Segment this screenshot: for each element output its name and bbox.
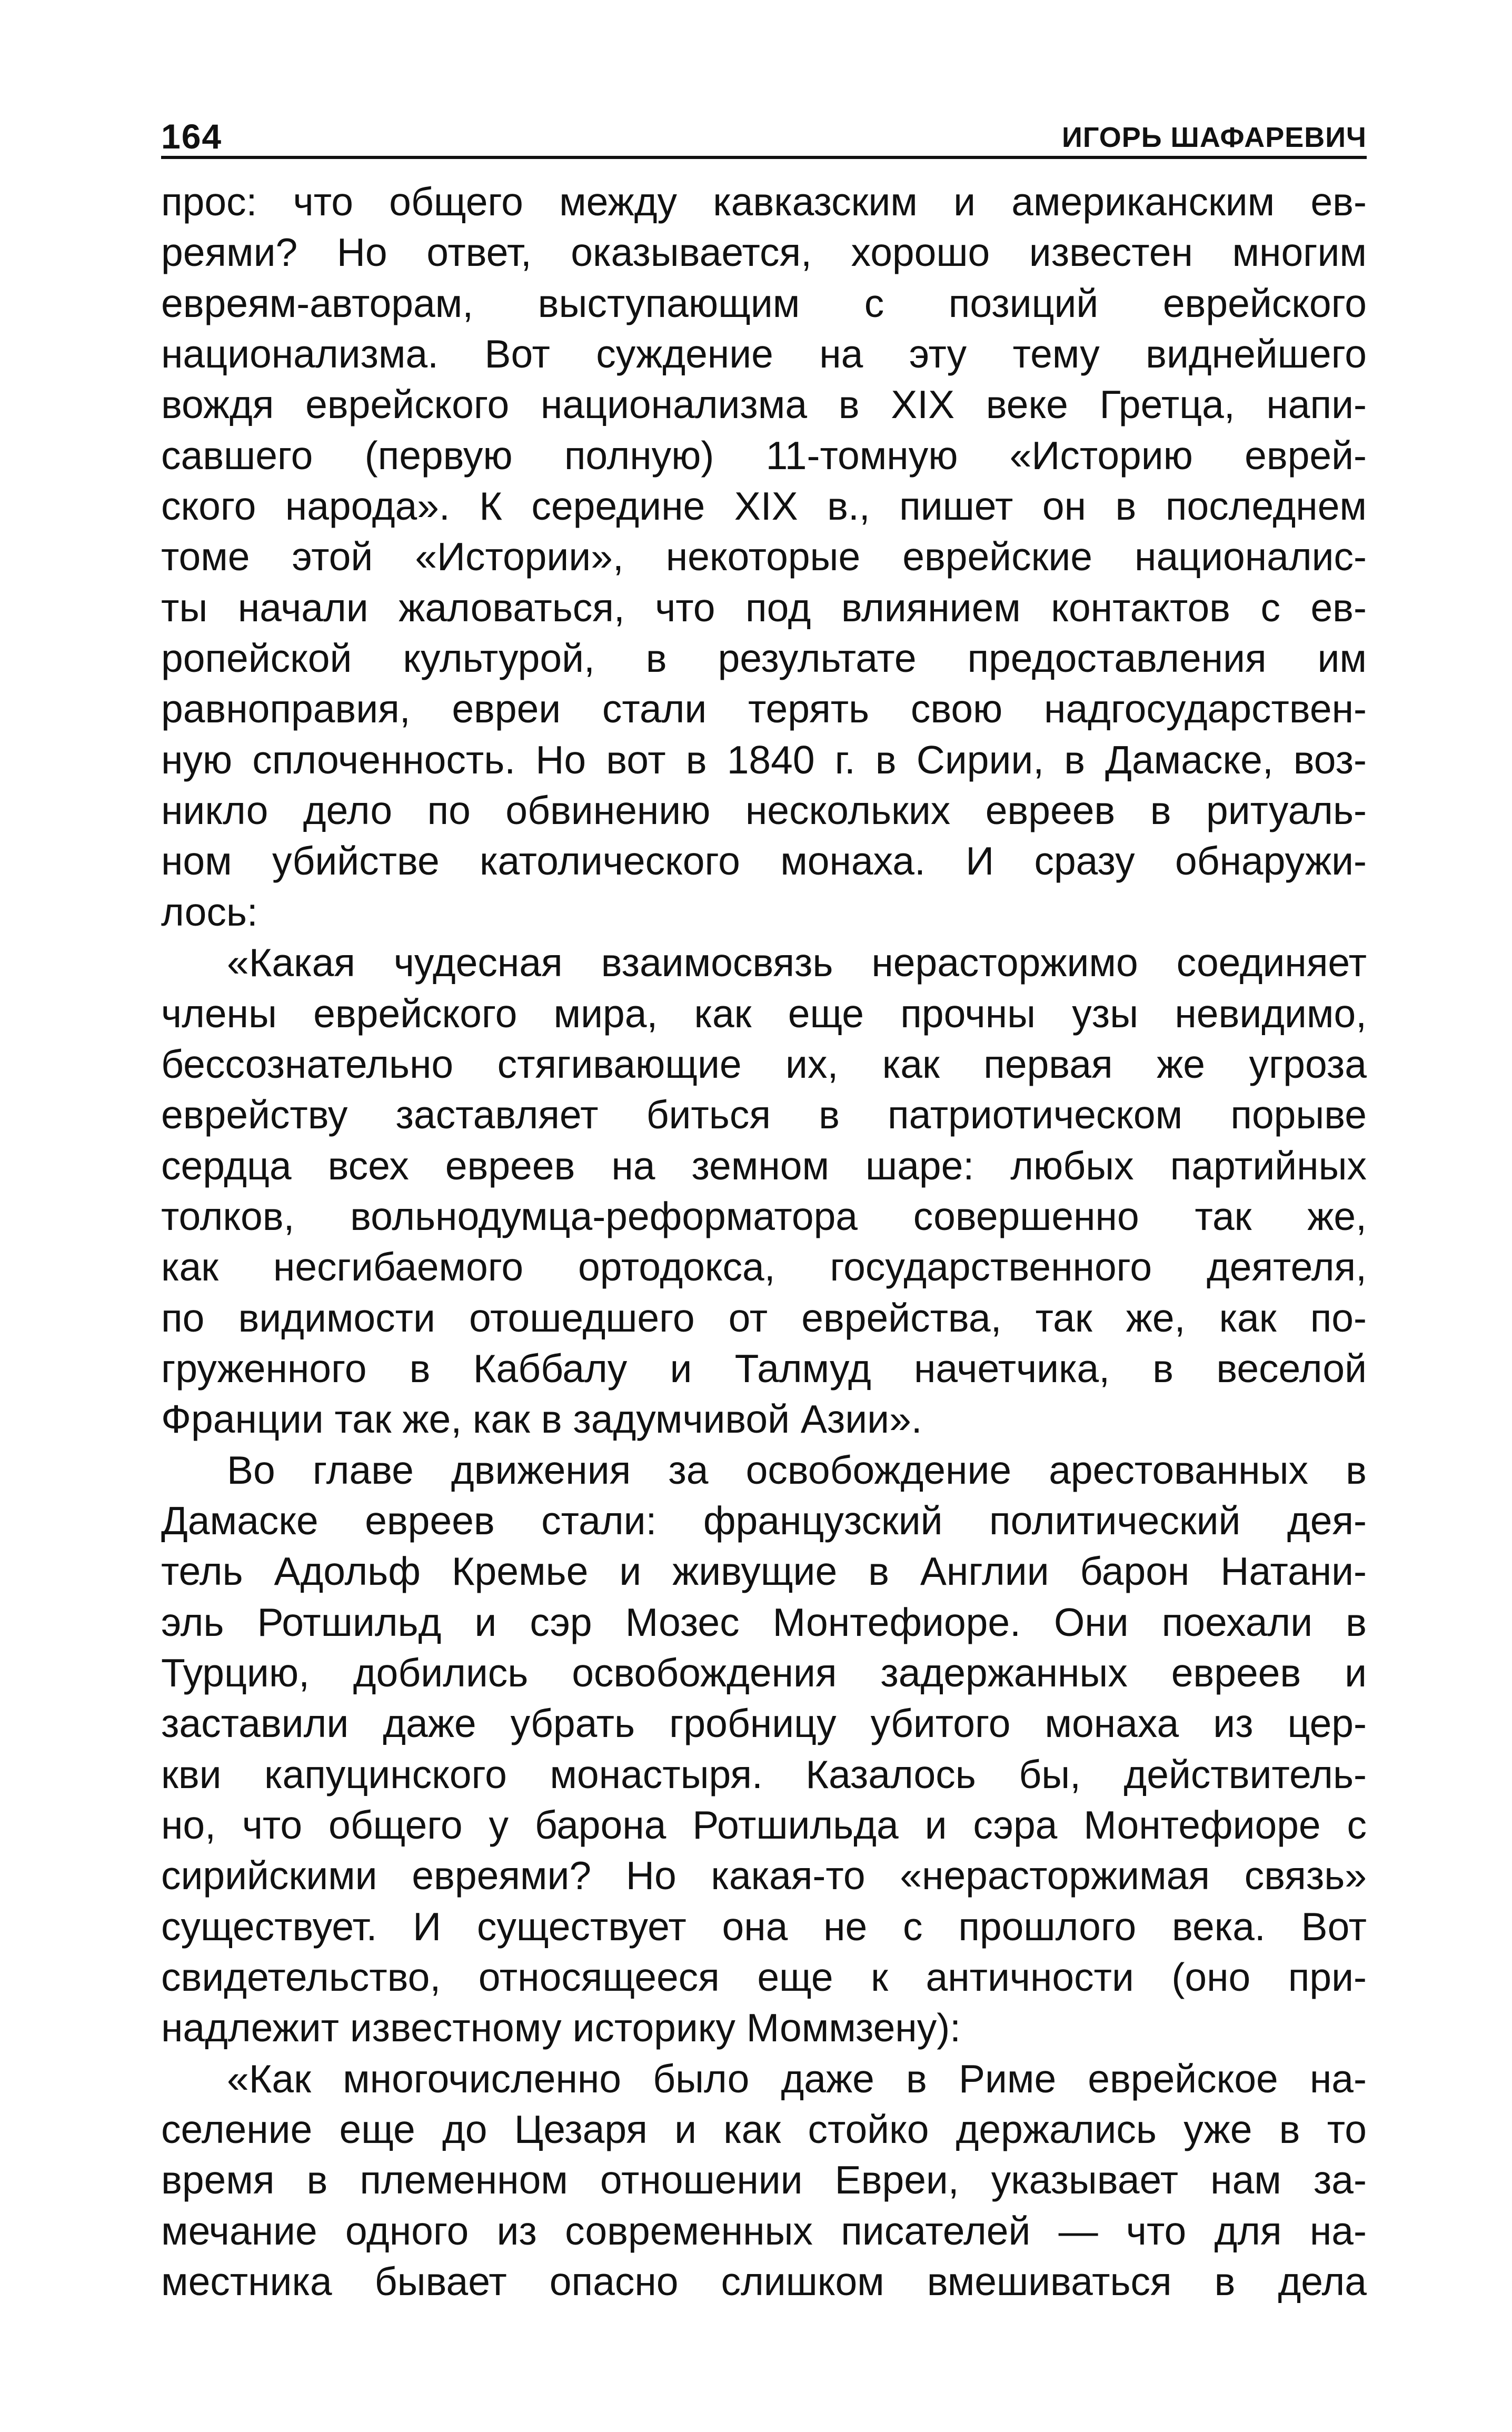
text-line: селение еще до Цезаря и как стойко держались уже в то — [161, 2107, 1367, 2152]
text-line: эль Ротшильд и сэр Мозес Монтефиоре. Они поехали в — [161, 1600, 1367, 1644]
text-line: «Какая чудесная взаимосвязь нерасторжимо соединяет — [227, 940, 1367, 985]
text-line: заставили даже убрать гробницу убитого монаха из цер- — [161, 1701, 1367, 1746]
text-line: еврейству заставляет биться в патриотическом порыве — [161, 1093, 1367, 1137]
text-line: Турцию, добились освобождения задержанных евреев и — [161, 1650, 1367, 1695]
text-line: существует. И существует она не с прошлого века. Вот — [161, 1904, 1367, 1949]
text-line: савшего (первую полную) 11-томную «Историю еврей- — [161, 433, 1367, 478]
text-line: Дамаске евреев стали: французский политический дея- — [161, 1498, 1367, 1543]
text-line: мечание одного из современных писателей — что для на- — [161, 2208, 1367, 2253]
text-line: вождя еврейского национализма в XIX веке Гретца, напи- — [161, 382, 1367, 427]
text-line: Франции так же, как в задумчивой Азии». — [161, 1397, 922, 1442]
header-author: ИГОРЬ ШАФАРЕВИЧ — [1062, 122, 1367, 153]
text-line: сирийскими евреями? Но какая-то «нерасторжимая связь» — [161, 1853, 1367, 1898]
text-line: тель Адольф Кремье и живущие в Англии барон Натани- — [161, 1549, 1367, 1594]
text-line: реями? Но ответ, оказывается, хорошо известен многим — [161, 230, 1367, 275]
text-line: ном убийстве католического монаха. И сразу обнаружи- — [161, 839, 1367, 884]
text-line: ную сплоченность. Но вот в 1840 г. в Сирии, в Дамаске, воз- — [161, 737, 1367, 782]
text-line: евреям-авторам, выступающим с позиций еврейского — [161, 281, 1367, 325]
text-line: ты начали жаловаться, что под влиянием контактов с ев- — [161, 585, 1367, 630]
text-line: Во главе движения за освобождение арестованных в — [227, 1447, 1367, 1492]
page-number: 164 — [161, 117, 223, 156]
text-line: ропейской культурой, в результате предоставления им — [161, 636, 1367, 681]
text-line: члены еврейского мира, как еще прочны узы невидимо, — [161, 991, 1367, 1036]
text-line: никло дело по обвинению нескольких евреев в ритуаль- — [161, 788, 1367, 833]
text-line: национализма. Вот суждение на эту тему виднейшего — [161, 332, 1367, 376]
text-line: толков, вольнодумца-реформатора совершенно так же, — [161, 1194, 1367, 1238]
text-line: бессознательно стягивающие их, как первая же угроза — [161, 1041, 1367, 1086]
text-line: местника бывает опасно слишком вмешиваться в дела — [161, 2259, 1367, 2304]
text-line: время в племенном отношении Евреи, указывает нам за- — [161, 2158, 1367, 2202]
text-line: кви капуцинского монастыря. Казалось бы, действитель- — [161, 1752, 1367, 1796]
text-line: прос: что общего между кавказским и американским ев- — [161, 180, 1367, 224]
text-line: томе этой «Истории», некоторые еврейские националис- — [161, 534, 1367, 579]
text-line: но, что общего у барона Ротшильда и сэра Монтефиоре с — [161, 1803, 1367, 1847]
running-header — [161, 103, 1367, 159]
text-line: ского народа». К середине XIX в., пишет он в последнем — [161, 484, 1367, 529]
text-line: груженного в Каббалу и Талмуд начетчика, в веселой — [161, 1346, 1367, 1391]
text-body — [161, 176, 1367, 2307]
text-line: сердца всех евреев на земном шаре: любых партийных — [161, 1143, 1367, 1188]
text-line: равноправия, евреи стали терять свою надгосударствен- — [161, 687, 1367, 731]
text-line: как несгибаемого ортодокса, государственного деятеля, — [161, 1245, 1367, 1289]
text-line: свидетельство, относящееся еще к античности (оно при- — [161, 1955, 1367, 2000]
text-line: лось: — [161, 889, 258, 934]
text-line: надлежит известному историку Моммзену): — [161, 2006, 961, 2050]
text-line: «Как многочисленно было даже в Риме еврейское на- — [227, 2056, 1367, 2101]
text-line: по видимости отошедшего от еврейства, так же, как по- — [161, 1295, 1367, 1340]
